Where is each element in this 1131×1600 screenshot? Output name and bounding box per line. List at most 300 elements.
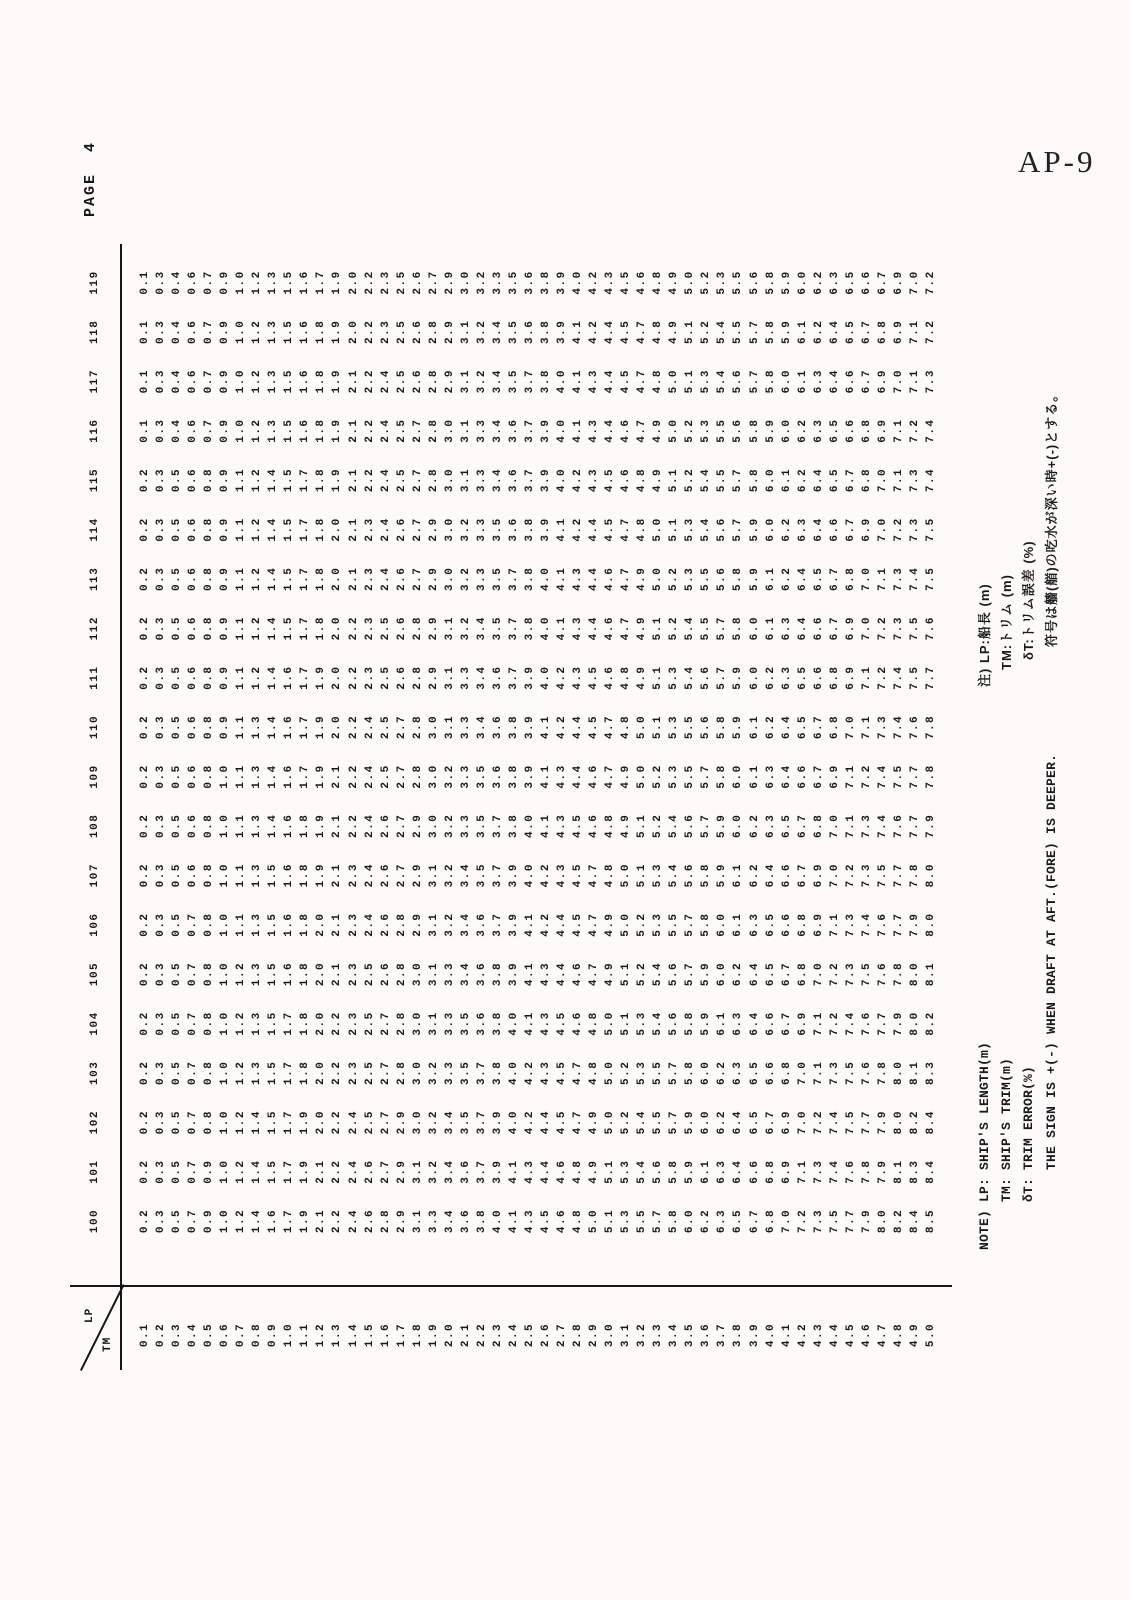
tm-label-cell: 0.7 (235, 1322, 248, 1348)
data-cell: 2.0 (315, 912, 328, 937)
data-cell: 4.1 (523, 912, 536, 937)
data-cell: 4.5 (604, 467, 617, 493)
data-cell: 0.7 (203, 369, 216, 394)
data-cell: 4.1 (556, 517, 569, 542)
data-cell: 6.8 (796, 961, 809, 987)
data-cell: 0.7 (187, 1060, 200, 1085)
data-cell: 3.8 (491, 1011, 504, 1036)
data-cell: 7.3 (860, 863, 873, 888)
data-cell: 2.2 (363, 467, 376, 493)
data-cell: 6.2 (748, 863, 761, 888)
data-cell: 4.8 (572, 1159, 585, 1184)
data-cell: 1.3 (251, 863, 264, 888)
data-cell: 6.7 (876, 270, 889, 295)
data-cell: 5.6 (748, 270, 761, 295)
data-cell: 1.0 (219, 813, 232, 838)
data-cell: 1.5 (267, 961, 280, 987)
data-cell: 5.2 (620, 1110, 633, 1135)
data-cell: 6.4 (732, 1110, 745, 1135)
lp-header-cell: 108 (89, 813, 101, 838)
data-cell: 2.8 (379, 1208, 392, 1234)
data-cell: 4.5 (604, 517, 617, 542)
data-cell: 5.4 (716, 319, 729, 344)
data-cell: 5.9 (684, 1110, 697, 1135)
data-cell: 7.4 (924, 418, 937, 443)
data-cell: 6.6 (812, 665, 825, 690)
data-cell: 3.8 (507, 813, 520, 838)
data-cell: 1.7 (299, 665, 312, 690)
data-cell: 3.3 (459, 813, 472, 838)
data-cell: 4.3 (540, 1011, 552, 1036)
data-cell: 5.0 (604, 1110, 617, 1135)
data-cell: 6.1 (748, 764, 761, 789)
data-cell: 0.2 (139, 714, 151, 740)
data-cell: 4.9 (668, 270, 681, 295)
data-cell: 0.3 (155, 1208, 168, 1234)
data-cell: 1.9 (331, 418, 344, 443)
data-cell: 2.9 (411, 912, 424, 937)
data-cell: 7.6 (860, 1011, 873, 1036)
data-cell: 7.4 (828, 1159, 841, 1184)
note-en-line: NOTE) LP: SHIP'S LENGTH(m) (977, 1041, 992, 1250)
data-cell: 3.4 (475, 616, 488, 641)
data-cell: 0.6 (187, 566, 200, 591)
data-cell: 1.5 (283, 467, 296, 493)
data-cell: 5.9 (780, 319, 793, 344)
data-cell: 4.8 (572, 1208, 585, 1234)
data-cell: 0.2 (139, 467, 151, 493)
data-cell: 1.2 (251, 665, 264, 690)
tm-label-cell: 1.9 (427, 1322, 440, 1348)
data-cell: 2.0 (331, 714, 344, 740)
data-cell: 0.5 (171, 813, 184, 838)
data-cell: 8.0 (924, 912, 937, 937)
data-cell: 1.7 (299, 566, 312, 591)
data-cell: 3.9 (523, 764, 536, 789)
data-cell: 0.9 (219, 270, 232, 295)
data-cell: 4.6 (604, 566, 617, 591)
data-cell: 3.4 (443, 1159, 456, 1184)
data-cell: 1.8 (299, 1011, 312, 1036)
data-cell: 5.7 (716, 665, 729, 690)
data-cell: 5.5 (732, 270, 745, 295)
data-cell: 1.2 (251, 418, 264, 443)
data-cell: 4.0 (507, 1011, 520, 1036)
data-cell: 6.0 (764, 517, 777, 542)
tm-label-cell: 0.4 (187, 1322, 200, 1348)
data-cell: 3.1 (459, 418, 472, 443)
data-cell: 1.5 (267, 1060, 280, 1085)
data-cell: 5.4 (636, 1159, 649, 1184)
data-cell: 0.6 (187, 270, 200, 295)
data-cell: 4.5 (556, 1011, 569, 1036)
data-cell: 0.8 (203, 863, 216, 888)
data-cell: 7.2 (796, 1208, 809, 1234)
data-cell: 7.3 (860, 813, 873, 838)
data-cell: 2.8 (411, 714, 424, 740)
data-cell: 0.5 (171, 1208, 184, 1234)
data-cell: 4.9 (620, 764, 633, 789)
data-cell: 3.4 (459, 863, 472, 888)
data-cell: 7.7 (924, 665, 937, 690)
lp-header-cell: 106 (89, 912, 101, 937)
data-cell: 6.7 (796, 863, 809, 888)
data-cell: 7.0 (908, 270, 921, 295)
data-cell: 7.9 (924, 813, 937, 838)
data-cell: 7.0 (876, 467, 889, 493)
data-cell: 4.7 (588, 863, 601, 888)
data-cell: 5.4 (652, 1011, 665, 1036)
data-cell: 6.9 (812, 863, 825, 888)
tm-label-cell: 4.0 (764, 1322, 777, 1348)
data-cell: 2.6 (363, 1208, 376, 1234)
data-cell: 7.1 (860, 714, 873, 740)
data-cell: 3.7 (475, 1159, 488, 1184)
data-cell: 3.2 (427, 1060, 440, 1085)
data-cell: 5.1 (684, 369, 697, 394)
data-cell: 2.0 (347, 319, 360, 344)
data-cell: 6.1 (764, 616, 777, 641)
data-cell: 1.7 (299, 616, 312, 641)
data-cell: 3.7 (523, 369, 536, 394)
data-cell: 3.8 (507, 714, 520, 740)
data-cell: 5.8 (716, 764, 729, 789)
data-cell: 3.0 (427, 813, 440, 838)
data-cell: 6.1 (796, 319, 809, 344)
data-cell: 2.7 (379, 1159, 392, 1184)
data-cell: 1.7 (315, 270, 328, 295)
data-cell: 1.1 (235, 616, 248, 641)
data-cell: 0.2 (139, 1110, 151, 1135)
data-cell: 3.5 (507, 369, 520, 394)
data-cell: 0.3 (155, 1110, 168, 1135)
data-cell: 5.8 (732, 616, 745, 641)
data-cell: 3.2 (443, 912, 456, 937)
data-cell: 4.1 (572, 418, 585, 443)
lp-header-cell: 103 (89, 1060, 101, 1085)
lp-header-cell: 105 (89, 961, 101, 987)
data-cell: 4.7 (572, 1110, 585, 1135)
data-cell: 6.9 (796, 1011, 809, 1036)
data-cell: 3.6 (507, 517, 520, 542)
data-cell: 0.3 (155, 863, 168, 888)
data-cell: 4.8 (652, 270, 665, 295)
tm-label-cell: 1.1 (299, 1322, 312, 1348)
data-cell: 1.1 (235, 467, 248, 493)
data-cell: 5.0 (620, 863, 633, 888)
data-cell: 2.0 (315, 1110, 328, 1135)
data-cell: 1.6 (299, 369, 312, 394)
data-cell: 7.9 (860, 1208, 873, 1234)
data-cell: 6.7 (812, 764, 825, 789)
data-cell: 2.9 (443, 369, 456, 394)
data-cell: 3.8 (523, 566, 536, 591)
data-cell: 4.4 (604, 369, 617, 394)
data-cell: 0.3 (155, 813, 168, 838)
data-cell: 7.1 (844, 764, 857, 789)
data-cell: 2.8 (395, 1060, 408, 1085)
data-cell: 2.1 (331, 764, 344, 789)
data-cell: 7.5 (876, 863, 889, 888)
data-cell: 6.8 (796, 912, 809, 937)
data-cell: 2.5 (395, 319, 408, 344)
data-cell: 3.1 (427, 863, 440, 888)
data-cell: 7.6 (876, 961, 889, 987)
data-cell: 4.2 (540, 912, 552, 937)
data-cell: 2.1 (347, 467, 360, 493)
data-cell: 6.4 (748, 1011, 761, 1036)
data-cell: 3.7 (475, 1110, 488, 1135)
data-cell: 3.0 (443, 566, 456, 591)
data-cell: 7.1 (812, 1060, 825, 1085)
data-cell: 2.7 (379, 1060, 392, 1085)
data-cell: 5.8 (700, 912, 713, 937)
data-cell: 5.3 (668, 764, 681, 789)
data-cell: 2.0 (315, 1011, 328, 1036)
data-cell: 6.0 (684, 1208, 697, 1234)
data-cell: 3.9 (556, 319, 569, 344)
data-cell: 0.6 (187, 813, 200, 838)
data-cell: 2.6 (379, 912, 392, 937)
lp-header-cell: 116 (89, 418, 101, 443)
data-cell: 1.9 (331, 369, 344, 394)
data-cell: 5.4 (652, 961, 665, 987)
data-cell: 1.9 (315, 714, 328, 740)
data-cell: 0.5 (171, 912, 184, 937)
data-cell: 2.7 (427, 270, 440, 295)
data-cell: 8.0 (892, 1110, 905, 1135)
data-cell: 2.1 (315, 1208, 328, 1234)
data-cell: 2.8 (427, 467, 440, 493)
data-cell: 3.1 (427, 1011, 440, 1036)
data-cell: 2.8 (395, 961, 408, 987)
data-cell: 3.7 (507, 665, 520, 690)
lp-header-cell: 119 (89, 270, 101, 295)
tm-label-cell: 1.0 (283, 1322, 296, 1348)
data-cell: 3.9 (507, 863, 520, 888)
data-cell: 6.5 (796, 714, 809, 740)
data-cell: 6.7 (812, 714, 825, 740)
data-cell: 2.2 (347, 764, 360, 789)
data-cell: 0.8 (203, 714, 216, 740)
data-cell: 7.4 (876, 813, 889, 838)
data-cell: 5.8 (684, 1060, 697, 1085)
data-cell: 5.4 (700, 517, 713, 542)
data-cell: 4.5 (572, 813, 585, 838)
data-cell: 0.6 (187, 369, 200, 394)
note-en-line: THE SIGN IS +(-) WHEN DRAFT AT AFT.(FORE) IS DEEPER. (1044, 753, 1059, 1170)
data-cell: 6.9 (892, 319, 905, 344)
data-cell: 2.6 (395, 517, 408, 542)
data-cell: 5.5 (700, 566, 713, 591)
data-cell: 3.3 (427, 1208, 440, 1234)
data-cell: 6.6 (764, 1011, 777, 1036)
data-cell: 5.0 (684, 270, 697, 295)
tm-label-cell: 3.1 (620, 1322, 633, 1348)
data-cell: 2.8 (411, 764, 424, 789)
lp-header-cell: 114 (89, 517, 101, 542)
data-cell: 1.3 (251, 912, 264, 937)
data-cell: 1.1 (235, 912, 248, 937)
data-cell: 5.6 (700, 714, 713, 740)
data-cell: 3.7 (491, 813, 504, 838)
data-cell: 2.0 (331, 665, 344, 690)
data-cell: 4.0 (507, 1110, 520, 1135)
data-cell: 0.1 (139, 270, 151, 295)
data-cell: 4.2 (572, 467, 585, 493)
data-cell: 4.5 (556, 1110, 569, 1135)
data-cell: 6.7 (796, 813, 809, 838)
data-cell: 6.3 (796, 517, 809, 542)
data-cell: 7.0 (796, 1110, 809, 1135)
data-cell: 1.9 (331, 270, 344, 295)
data-cell: 3.7 (523, 418, 536, 443)
data-cell: 1.2 (235, 1011, 248, 1036)
data-cell: 0.8 (203, 665, 216, 690)
data-cell: 4.3 (523, 1159, 536, 1184)
data-cell: 1.7 (283, 1208, 296, 1234)
lp-header-cell: 100 (89, 1208, 101, 1234)
data-cell: 2.4 (379, 369, 392, 394)
data-cell: 3.8 (523, 517, 536, 542)
data-cell: 2.6 (379, 813, 392, 838)
data-cell: 2.9 (395, 1208, 408, 1234)
data-cell: 7.1 (860, 665, 873, 690)
data-cell: 1.6 (283, 665, 296, 690)
data-cell: 6.3 (764, 764, 777, 789)
data-cell: 0.6 (187, 714, 200, 740)
data-cell: 6.1 (732, 912, 745, 937)
data-cell: 6.0 (748, 616, 761, 641)
data-cell: 3.9 (540, 517, 552, 542)
data-cell: 7.0 (780, 1208, 793, 1234)
data-cell: 5.5 (652, 1110, 665, 1135)
data-cell: 2.7 (411, 517, 424, 542)
data-cell: 4.8 (604, 813, 617, 838)
data-cell: 6.0 (748, 665, 761, 690)
data-cell: 1.6 (283, 764, 296, 789)
data-cell: 2.4 (379, 566, 392, 591)
data-cell: 5.3 (652, 912, 665, 937)
data-cell: 7.3 (828, 1060, 841, 1085)
data-cell: 0.3 (155, 665, 168, 690)
tm-label-cell: 1.5 (363, 1322, 376, 1348)
data-cell: 5.8 (764, 270, 777, 295)
data-cell: 6.2 (732, 961, 745, 987)
tm-label-cell: 3.2 (636, 1322, 649, 1348)
data-cell: 1.5 (267, 1159, 280, 1184)
data-cell: 0.3 (155, 270, 168, 295)
data-cell: 1.7 (299, 714, 312, 740)
data-cell: 7.7 (860, 1110, 873, 1135)
data-cell: 6.3 (748, 912, 761, 937)
tm-label-cell: 2.3 (491, 1322, 504, 1348)
data-cell: 0.6 (187, 863, 200, 888)
data-cell: 7.4 (892, 714, 905, 740)
note-en-line: δT: TRIM ERROR(%) (1021, 1065, 1036, 1202)
data-cell: 4.4 (588, 616, 601, 641)
data-cell: 0.9 (219, 616, 232, 641)
data-cell: 4.9 (588, 1110, 601, 1135)
data-cell: 4.7 (620, 566, 633, 591)
data-cell: 4.3 (556, 764, 569, 789)
data-cell: 7.1 (876, 566, 889, 591)
data-cell: 7.2 (812, 1110, 825, 1135)
data-cell: 0.2 (139, 813, 151, 838)
data-cell: 1.0 (219, 1208, 232, 1234)
data-cell: 2.9 (427, 566, 440, 591)
data-cell: 5.2 (652, 813, 665, 838)
data-cell: 5.6 (732, 418, 745, 443)
data-cell: 1.8 (315, 566, 328, 591)
data-cell: 7.2 (908, 418, 921, 443)
data-cell: 1.5 (283, 369, 296, 394)
data-cell: 3.9 (540, 467, 552, 493)
data-cell: 4.4 (556, 961, 569, 987)
data-cell: 5.2 (684, 418, 697, 443)
data-cell: 3.0 (411, 1060, 424, 1085)
data-cell: 7.1 (844, 813, 857, 838)
data-cell: 7.7 (892, 863, 905, 888)
data-cell: 1.6 (283, 714, 296, 740)
data-cell: 0.9 (219, 418, 232, 443)
data-cell: 3.6 (491, 764, 504, 789)
data-cell: 6.7 (844, 517, 857, 542)
data-cell: 3.4 (491, 369, 504, 394)
data-cell: 0.9 (219, 467, 232, 493)
data-cell: 6.5 (748, 1110, 761, 1135)
data-cell: 4.0 (540, 566, 552, 591)
data-cell: 2.1 (331, 813, 344, 838)
data-cell: 4.7 (604, 714, 617, 740)
data-cell: 7.3 (876, 714, 889, 740)
data-cell: 4.7 (636, 418, 649, 443)
data-cell: 1.3 (267, 270, 280, 295)
data-cell: 4.7 (588, 961, 601, 987)
data-cell: 5.6 (684, 863, 697, 888)
data-cell: 0.1 (139, 319, 151, 344)
note-jp-line: 注) LP:船長 (m) (977, 583, 992, 687)
tm-label-cell: 0.3 (171, 1322, 184, 1348)
data-cell: 7.2 (828, 1011, 841, 1036)
data-cell: 3.3 (475, 566, 488, 591)
data-cell: 0.8 (203, 1060, 216, 1085)
data-cell: 6.2 (812, 270, 825, 295)
data-cell: 8.0 (892, 1060, 905, 1085)
data-cell: 5.2 (652, 764, 665, 789)
data-cell: 6.2 (812, 319, 825, 344)
data-cell: 3.3 (491, 270, 504, 295)
data-cell: 0.7 (187, 1159, 200, 1184)
data-cell: 6.4 (812, 517, 825, 542)
data-cell: 2.6 (363, 1159, 376, 1184)
data-cell: 2.5 (395, 467, 408, 493)
data-cell: 3.4 (443, 1110, 456, 1135)
data-cell: 6.8 (780, 1060, 793, 1085)
data-cell: 2.3 (347, 912, 360, 937)
data-cell: 4.9 (668, 319, 681, 344)
data-cell: 6.1 (796, 369, 809, 394)
data-cell: 3.6 (523, 270, 536, 295)
data-cell: 0.8 (203, 1110, 216, 1135)
data-cell: 1.4 (267, 764, 280, 789)
data-cell: 4.0 (523, 863, 536, 888)
data-cell: 3.6 (507, 467, 520, 493)
data-cell: 0.6 (187, 665, 200, 690)
data-cell: 3.5 (491, 517, 504, 542)
data-cell: 0.4 (171, 270, 184, 295)
data-cell: 4.1 (572, 319, 585, 344)
